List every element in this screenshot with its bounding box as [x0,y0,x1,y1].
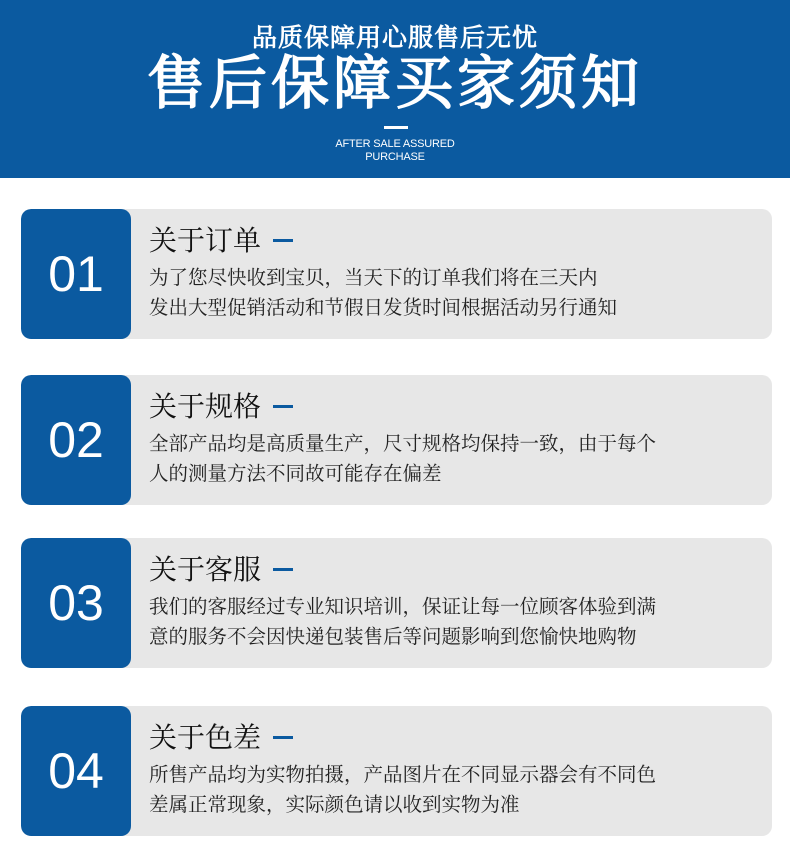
card-title: 关于色差 [149,721,262,754]
card-body-line-1: 我们的客服经过专业知识培训，保证让每一位顾客体验到满 [149,595,657,618]
card-body-line-2: 差属正常现象，实际颜色请以收到实物为准 [149,793,520,816]
notice-card-spec [21,375,772,505]
card-body-line-2: 发出大型促销活动和节假日发货时间根据活动另行通知 [149,296,618,319]
card-heading [149,720,293,756]
header-subtitle: 品质保障用心服售后无忧 [251,23,538,52]
card-body [149,760,761,820]
card-title: 关于订单 [149,224,262,257]
card-body-line-1: 全部产品均是高质量生产，尺寸规格均保持一致，由于每个 [149,432,657,455]
card-title-dash [273,405,293,408]
notice-card-order [21,209,772,339]
header-english-line-2: PURCHASE [365,151,425,163]
card-body [149,429,761,489]
card-title-dash [273,239,293,242]
card-number: 02 [21,375,131,505]
card-title-dash [273,568,293,571]
card-body-line-2: 意的服务不会因快递包装售后等问题影响到您愉快地购物 [149,625,637,648]
header-banner [0,0,790,178]
card-heading [149,552,293,588]
card-heading [149,223,293,259]
card-body [149,263,761,323]
header-title: 售后保障买家须知 [146,49,643,117]
card-title-dash [273,736,293,739]
card-body-line-1: 所售产品均为实物拍摄，产品图片在不同显示器会有不同色 [149,763,657,786]
card-number: 04 [21,706,131,836]
card-heading [149,389,293,425]
card-body-line-1: 为了您尽快收到宝贝，当天下的订单我们将在三天内 [149,266,598,289]
notice-card-service [21,538,772,668]
card-body [149,592,761,652]
header-english-line-1: AFTER SALE ASSURED [335,138,455,150]
header-divider [384,126,408,129]
header-english [0,138,790,164]
notice-card-color [21,706,772,836]
card-title: 关于规格 [149,390,262,423]
card-body-line-2: 人的测量方法不同故可能存在偏差 [149,462,442,485]
card-number: 03 [21,538,131,668]
card-number: 01 [21,209,131,339]
card-title: 关于客服 [149,553,262,586]
